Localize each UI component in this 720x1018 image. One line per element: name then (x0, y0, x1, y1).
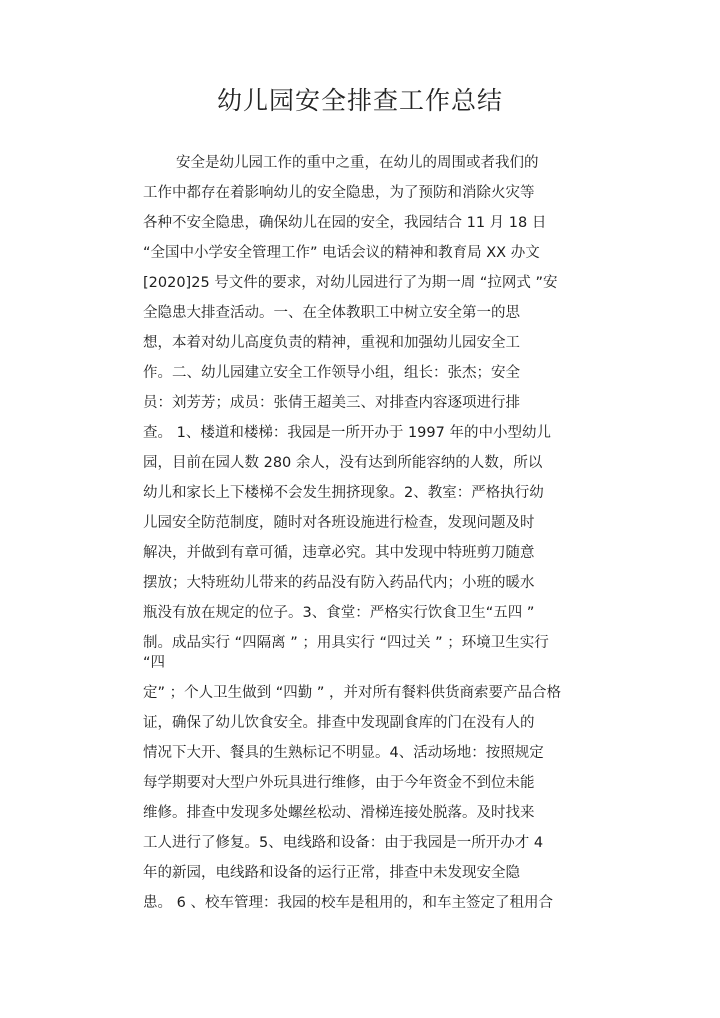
body-line: 定” ；个人卫生做到 “四勤 ” ，并对所有餐料供货商索要产品合格 (143, 685, 561, 701)
body-line: 摆放；大特班幼儿带来的药品没有防入药品代内；小班的暖水 (143, 575, 535, 591)
body-line: 想，本着对幼儿高度负责的精神，重视和加强幼儿园安全工 (143, 335, 520, 351)
body-line: 工人进行了修复。5、电线路和设备：由于我园是一所开办才 4 (143, 835, 544, 851)
body-line: 作。二、幼儿园建立安全工作领导小组，组长：张杰；安全 (143, 365, 520, 381)
body-line: 员：刘芳芳；成员：张倩王超美三、对排查内容逐项进行排 (143, 395, 520, 411)
body-line: “四 (143, 655, 166, 671)
body-line: 工作中都存在着影响幼儿的安全隐患，为了预防和消除火灾等 (143, 185, 535, 201)
body-line: 瓶没有放在规定的位子。3、食堂：严格实行饮食卫生“五四 ” (143, 605, 535, 621)
body-line: 儿园安全防范制度，随时对各班设施进行检查，发现问题及时 (143, 515, 535, 531)
body-line: 年的新园，电线路和设备的运行正常，排查中未发现安全隐 (143, 865, 520, 881)
document-title: 幼儿园安全排查工作总结 (216, 86, 503, 115)
body-line: 维修。排查中发现多处螺丝松动、滑梯连接处脱落。及时找来 (143, 805, 535, 821)
body-line: 幼儿和家长上下楼梯不会发生拥挤现象。2、教室：严格执行幼 (143, 485, 544, 501)
body-line: 各种不安全隐患，确保幼儿在园的安全，我园结合 11 月 18 日 (143, 215, 547, 231)
body-line: 全隐患大排查活动。一、在全体教职工中树立安全第一的思 (143, 305, 520, 321)
body-line: “全国中小学安全管理工作” 电话会议的精神和教育局 XX 办文 (143, 245, 540, 261)
body-line: 患。 6 、校车管理：我园的校车是租用的，和车主签定了租用合 (143, 895, 553, 911)
body-line: [2020]25 号文件的要求，对幼儿园进行了为期一周 “拉网式 ”安 (143, 275, 558, 291)
body-line: 查。 1、楼道和楼梯：我园是一所开办于 1997 年的中小型幼儿 (143, 425, 551, 441)
body-line: 安全是幼儿园工作的重中之重，在幼儿的周围或者我们的 (176, 155, 539, 171)
body-line: 园，目前在园人数 280 余人，没有达到所能容纳的人数，所以 (143, 455, 543, 471)
body-line: 证，确保了幼儿饮食安全。排查中发现副食库的门在没有人的 (143, 715, 535, 731)
body-line: 制。成品实行 “四隔离 ” ；用具实行 “四过关 ” ；环境卫生实行 (143, 635, 549, 651)
body-line: 每学期要对大型户外玩具进行维修，由于今年资金不到位未能 (143, 775, 535, 791)
body-line: 解决，并做到有章可循，违章必究。其中发现中特班剪刀随意 (143, 545, 535, 561)
body-line: 情况下大开、餐具的生熟标记不明显。4、活动场地：按照规定 (143, 745, 544, 761)
